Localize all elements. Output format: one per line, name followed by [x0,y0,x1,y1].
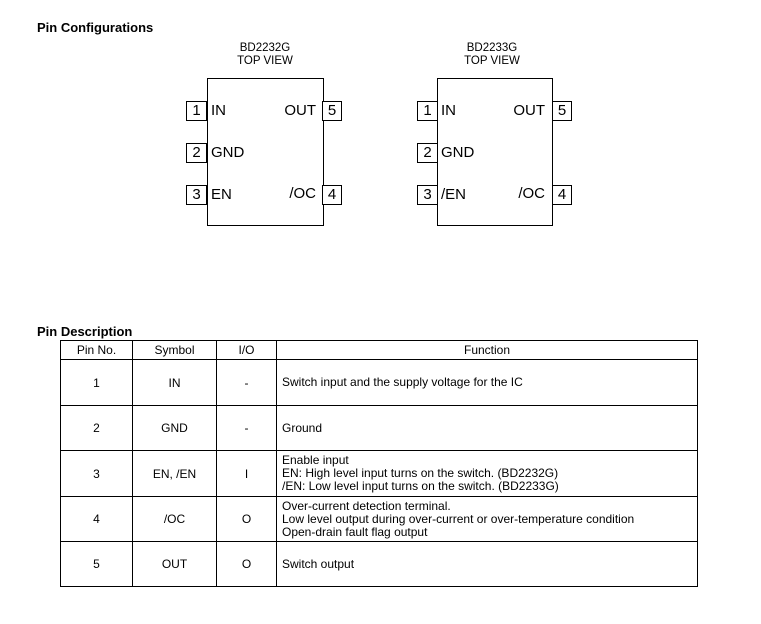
function-line: Low level output during over-current or over-temperature condition [282,511,635,526]
function-cell [277,360,698,406]
package-1-pin-5-number: 5 [322,101,342,121]
pin-description-title: Pin Description [37,324,133,339]
io-cell: O [217,497,277,542]
pin-description-table [60,340,698,587]
package-1-pin-3-label: EN [211,186,232,203]
package-2-pin-4-label: /OC [518,185,545,202]
package-1-pin-1-number: 1 [186,101,207,121]
table-row [61,542,698,587]
package-1-part-label: BD2232G [239,42,291,54]
function-cell [277,451,698,497]
function-line: Over-current detection terminal. [282,498,451,513]
function-cell [277,542,698,587]
package-2-pin-2-label: GND [441,144,475,161]
pin-no-cell: 3 [61,451,133,497]
symbol-cell: GND [133,406,217,451]
symbol-cell: EN, /EN [133,451,217,497]
pin-no-cell: 1 [61,360,133,406]
package-1-pin-4-number: 4 [322,185,342,205]
package-2-pin-1-label: IN [441,102,456,119]
function-line: /EN: Low level input turns on the switch. (BD2233G) [282,479,559,493]
function-line: EN: High level input turns on the switch. (BD2232G) [282,466,559,480]
function-cell [277,406,698,451]
table-row [61,497,698,542]
package-2-pin-1-number: 1 [417,101,438,121]
header-io: I/O [217,341,277,360]
package-2-pin-3-number: 3 [417,185,438,205]
io-cell: O [217,542,277,587]
table-header-row [61,341,698,360]
package-2-view-label: TOP VIEW [464,55,520,67]
package-1-view-label: TOP VIEW [237,55,293,67]
table-row [61,451,698,497]
io-cell: - [217,406,277,451]
package-1-pin-1-label: IN [211,102,226,119]
pin-configurations-title: Pin Configurations [37,20,154,35]
package-2-pin-5-label: OUT [513,102,545,119]
pin-no-cell: 4 [61,497,133,542]
header-symbol: Symbol [133,341,217,360]
symbol-cell: /OC [133,497,217,542]
package-2-pin-2-number: 2 [417,143,438,163]
io-cell: - [217,360,277,406]
symbol-cell: IN [133,360,217,406]
symbol-cell: OUT [133,542,217,587]
package-1-pin-4-label: /OC [289,185,316,202]
table-row [61,406,698,451]
function-line: Open-drain fault flag output [282,524,428,539]
pin-no-cell: 2 [61,406,133,451]
package-1-pin-5-label: OUT [284,102,316,119]
function-line: Switch input and the supply voltage for the IC [282,375,523,389]
function-line: Ground [282,420,323,435]
package-2-pin-4-number: 4 [552,185,572,205]
package-1-pin-2-number: 2 [186,143,207,163]
function-cell [277,497,698,542]
package-2-part-label: BD2233G [466,42,518,54]
header-function: Function [277,341,698,360]
pin-no-cell: 5 [61,542,133,587]
package-1-pin-3-number: 3 [186,185,207,205]
function-line: Enable input [282,453,349,467]
package-2-pin-3-label: /EN [441,186,467,203]
function-line: Switch output [282,556,355,571]
header-pin-no: Pin No. [61,341,133,360]
package-1-pin-2-label: GND [211,144,245,161]
io-cell: I [217,451,277,497]
package-2-pin-5-number: 5 [552,101,572,121]
table-row [61,360,698,406]
